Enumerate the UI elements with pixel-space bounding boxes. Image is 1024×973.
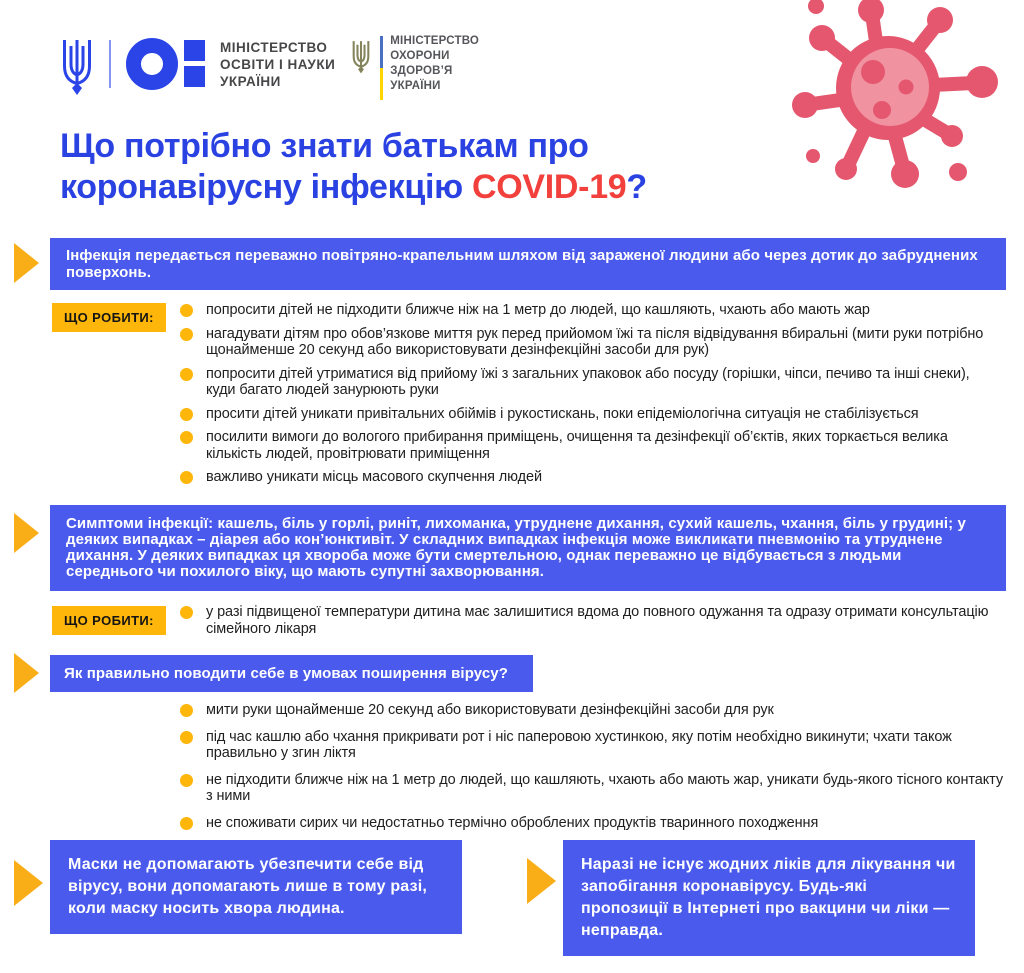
coronavirus-icon [770, 0, 1010, 232]
symptoms-actions-list [180, 604, 1002, 637]
list-item [180, 729, 1010, 762]
mon-name-line: ОСВІТИ І НАУКИ [220, 57, 336, 72]
moh-name-line: ОХОРОНИ [390, 50, 450, 62]
bullet-dot-icon [180, 304, 193, 317]
list-item-text: важливо уникати місць масового скупчення людей [206, 469, 542, 485]
arrow-right-icon [14, 653, 39, 693]
bullet-dot-icon [180, 704, 193, 717]
title-line2: коронавірусну інфекцію [60, 168, 472, 206]
list-item [180, 815, 1010, 832]
bullet-dot-icon [180, 471, 193, 484]
mon-logo [60, 34, 335, 96]
behavior-question-banner: Як правильно поводити себе в умовах поширення вірусу? [50, 655, 533, 692]
list-item [180, 302, 1002, 319]
ukraine-trident-icon [60, 38, 94, 96]
list-item-text: попросити дітей не підходити ближче ніж на 1 метр до людей, що кашляють, чхають або мають жар [206, 302, 870, 318]
list-item-text: посилити вимоги до вологого прибирання приміщень, очищення та дезінфекції об’єктів, яких торкається велика кількість людей, провітрювати приміщення [206, 429, 948, 462]
mon-colon-icon [184, 40, 205, 87]
masks-note-box: Маски не допомагають убезпечити себе від вірусу, вони допомагають лише в тому разі, коли маску носить хвора людина. [50, 840, 462, 934]
mon-name-line: УКРАЇНИ [220, 74, 281, 89]
bullet-dot-icon [180, 817, 193, 830]
bullet-dot-icon [180, 774, 193, 787]
moh-name-line: ЗДОРОВ’Я [390, 65, 453, 77]
header-logos [60, 34, 479, 100]
mon-ministry-name [220, 39, 335, 90]
moh-trident-icon [351, 40, 371, 74]
covid-highlight: COVID-19 [472, 168, 627, 206]
transmission-actions-list [180, 302, 1002, 486]
list-item-text: просити дітей уникати привітальних обіймів і рукостискань, поки епідеміологічна ситуація не стабілізується [206, 405, 919, 422]
what-to-do-chip: ЩО РОБИТИ: [52, 303, 166, 332]
list-item [180, 469, 1002, 486]
bullet-dot-icon [180, 431, 193, 444]
moh-flag-bar [380, 36, 383, 100]
bullet-dot-icon [180, 408, 193, 421]
mon-logomark [126, 38, 205, 90]
list-item-text: не підходити ближче ніж на 1 метр до людей, що кашляють, чхають або мають жар, уникати будь-якого тісного контакту з ними [206, 771, 1004, 804]
list-item [180, 429, 1002, 462]
moh-name-line: МІНІСТЕРСТВО [390, 35, 480, 47]
list-item-text: не споживати сирих чи недостатньо термічно оброблених продуктів тваринного походження [206, 814, 819, 831]
mon-circle-icon [126, 38, 178, 90]
list-item [180, 406, 1002, 423]
page-title [60, 126, 780, 208]
list-item-text: попросити дітей утриматися від прийому їжі з загальних упаковок або посуду (горішки, чіпси, печиво та інші снеки), куди багато людей занурюють руки [206, 365, 970, 398]
behavior-actions-list [180, 702, 1010, 831]
no-cure-note-box: Наразі не існує жодних ліків для лікування чи запобігання коронавірусу. Будь-які пропозиції в Інтернеті про вакцини чи ліки — неправда. [563, 840, 975, 956]
arrow-right-icon [14, 243, 39, 283]
moh-ministry-name [390, 34, 479, 94]
mon-name-line: МІНІСТЕРСТВО [220, 40, 328, 55]
moh-logo [351, 34, 479, 100]
list-item-text: у разі підвищеної температури дитина має залишитися вдома до повного одужання та одразу отримати консультацію сімейного лікаря [206, 604, 989, 637]
list-item [180, 326, 1002, 359]
list-item-text: під час кашлю або чхання прикривати рот і ніс паперовою хустинкою, яку потім необхідно викинути; чхати також правильно у згин ліктя [206, 728, 952, 761]
moh-name-line: УКРАЇНИ [390, 80, 441, 92]
arrow-right-icon [14, 860, 43, 906]
list-item [180, 604, 1002, 637]
arrow-right-icon [527, 858, 556, 904]
title-question-mark: ? [626, 168, 647, 206]
list-item [180, 772, 1010, 805]
what-to-do-chip: ЩО РОБИТИ: [52, 606, 166, 635]
list-item-text: нагадувати дітям про обов’язкове миття рук перед прийомом їжі та після відвідування вбиральні (мити руки потрібно щонайменше 20 секунд або використовувати дезінфекційні засоби для рук) [206, 325, 984, 358]
list-item [180, 366, 1002, 399]
list-item-text: мити руки щонайменше 20 секунд або використовувати дезінфекційні засоби для рук [206, 702, 774, 718]
arrow-right-icon [14, 513, 39, 553]
symptoms-banner: Симптоми інфекції: кашель, біль у горлі, риніт, лихоманка, утруднене дихання, сухий кашель, чхання, біль у грудині; у деяких випадках – діарея або кон’юнктивіт. У складних випадках інфекція може викликати пневмонію та утруднене дихання. У деяких випадках ця хвороба може бути смертельною, однак переважно це відбувається з людьми середнього чи похилого віку, що мають супутні захворювання. [50, 505, 1006, 591]
bullet-dot-icon [180, 328, 193, 341]
logo-divider [109, 40, 111, 88]
transmission-banner: Інфекція передається переважно повітряно-крапельним шляхом від зараженої людини або через дотик до забруднених поверхонь. [50, 238, 1006, 290]
bullet-dot-icon [180, 731, 193, 744]
list-item [180, 702, 1010, 719]
title-line1: Що потрібно знати батькам про [60, 127, 589, 165]
bullet-dot-icon [180, 368, 193, 381]
bullet-dot-icon [180, 606, 193, 619]
